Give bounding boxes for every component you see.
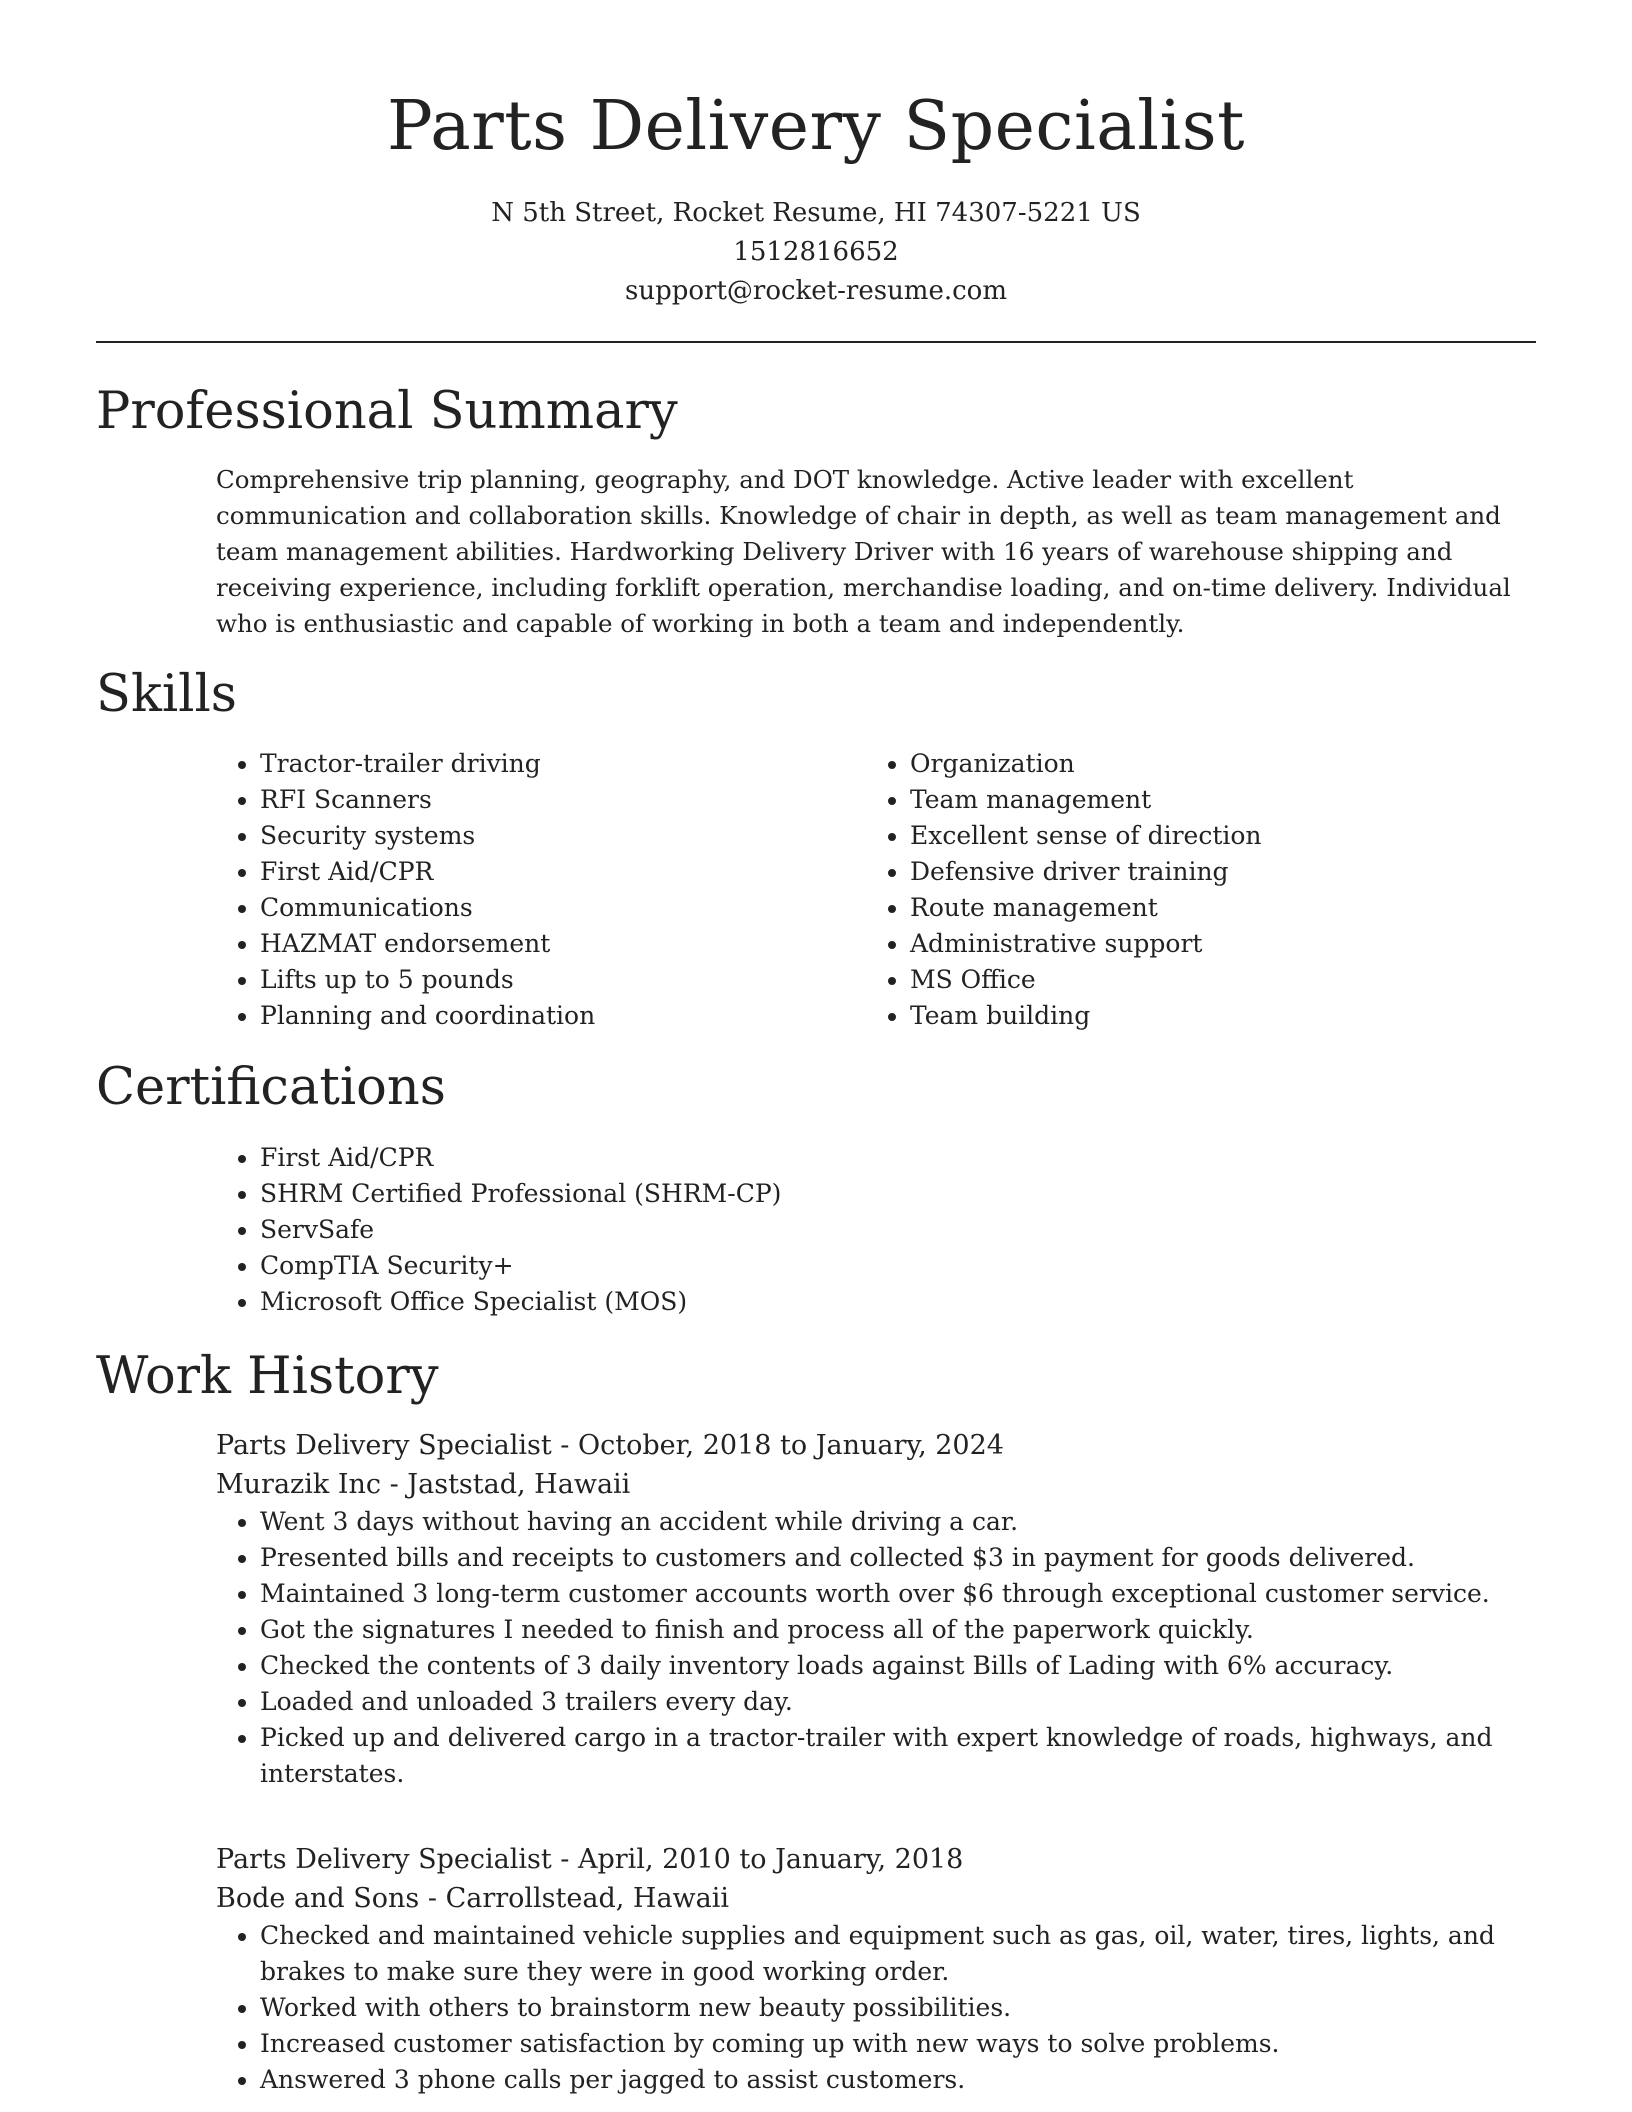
job-bullet: • Maintained 3 long-term customer accounts worth over $6 through exceptional customer service. bbox=[260, 1576, 1536, 1612]
skills-heading: Skills bbox=[96, 665, 237, 724]
email-address: support@rocket-resume.com bbox=[624, 276, 1007, 306]
skills-list-right bbox=[866, 746, 1262, 1034]
skills-column-right bbox=[866, 746, 1262, 1034]
job-bullet: • Increased customer satisfaction by coming up with new ways to solve problems. bbox=[260, 2026, 1536, 2062]
job-bullet: • Checked and maintained vehicle supplies and equipment such as gas, oil, water, tires, lights, and brakes to make sure they were in good working order. bbox=[260, 1918, 1536, 1990]
skill-item: • Tractor-trailer driving bbox=[260, 746, 595, 782]
certification-item: • First Aid/CPR bbox=[260, 1140, 781, 1176]
job-bullet: • Loaded and unloaded 3 trailers every day. bbox=[260, 1684, 1536, 1720]
job-bullet: • Got the signatures I needed to finish and process all of the paperwork quickly. bbox=[260, 1612, 1536, 1648]
skill-item: • Excellent sense of direction bbox=[910, 818, 1262, 854]
skill-item: • HAZMAT endorsement bbox=[260, 926, 595, 962]
job-bullet: • Answered 3 phone calls per jagged to assist customers. bbox=[260, 2062, 1536, 2098]
skill-item: • Team management bbox=[910, 782, 1262, 818]
skill-item: • Lifts up to 5 pounds bbox=[260, 962, 595, 998]
skill-item: • Route management bbox=[910, 890, 1262, 926]
certifications-block bbox=[216, 1140, 781, 1320]
summary-text: Comprehensive trip planning, geography, and DOT knowledge. Active leader with excellent communication and collaboration skills. Knowledge of chair in depth, as well as team management and team management abilities. Hardworking Delivery Driver with 16 years of warehouse shipping and receiving experience, including forklift operation, merchandise loading, and on-time delivery. Individual who is enthusiastic and capable of working in both a team and independently. bbox=[216, 465, 1511, 638]
address: N 5th Street, Rocket Resume, HI 74307-5221 US bbox=[491, 198, 1141, 228]
job-title-dates: Parts Delivery Specialist - April, 2010 to January, 2018 bbox=[216, 1844, 964, 1875]
work-history-heading: Work History bbox=[96, 1347, 439, 1406]
skill-item: • Defensive driver training bbox=[910, 854, 1262, 890]
skill-item: • Communications bbox=[260, 890, 595, 926]
skill-item: • Planning and coordination bbox=[260, 998, 595, 1034]
skill-item: • Team building bbox=[910, 998, 1262, 1034]
skill-item: • MS Office bbox=[910, 962, 1262, 998]
skill-item: • Administrative support bbox=[910, 926, 1262, 962]
candidate-name: Parts Delivery Specialist bbox=[387, 87, 1245, 166]
job-bullet: • Checked the contents of 3 daily inventory loads against Bills of Lading with 6% accuracy. bbox=[260, 1648, 1536, 1684]
certification-item: • SHRM Certified Professional (SHRM-CP) bbox=[260, 1176, 781, 1212]
job-entry bbox=[216, 1426, 1536, 1792]
job-bullet: • Presented bills and receipts to customers and collected $3 in payment for goods delivered. bbox=[260, 1540, 1536, 1576]
certification-item: • ServSafe bbox=[260, 1212, 781, 1248]
job-company-location: Murazik Inc - Jaststad, Hawaii bbox=[216, 1469, 631, 1500]
certification-item: • CompTIA Security+ bbox=[260, 1248, 781, 1284]
job-bullet: • Went 3 days without having an accident while driving a car. bbox=[260, 1504, 1536, 1540]
contact-info bbox=[0, 194, 1632, 311]
phone-number: 1512816652 bbox=[733, 237, 899, 267]
skill-item: • First Aid/CPR bbox=[260, 854, 595, 890]
resume-header bbox=[0, 0, 1632, 311]
job-entry bbox=[216, 1840, 1536, 2098]
job-bullet: • Picked up and delivered cargo in a tractor-trailer with expert knowledge of roads, highways, and interstates. bbox=[260, 1720, 1536, 1792]
job-company-location: Bode and Sons - Carrollstead, Hawaii bbox=[216, 1883, 730, 1914]
job-responsibilities bbox=[216, 1504, 1536, 1792]
skills-list-left bbox=[216, 746, 595, 1034]
skill-item: • RFI Scanners bbox=[260, 782, 595, 818]
skill-item: • Organization bbox=[910, 746, 1262, 782]
skills-column-left bbox=[216, 746, 595, 1034]
certifications-list bbox=[216, 1140, 781, 1320]
header-divider bbox=[96, 341, 1536, 343]
job-bullet: • Worked with others to brainstorm new beauty possibilities. bbox=[260, 1990, 1536, 2026]
skill-item: • Security systems bbox=[260, 818, 595, 854]
summary-heading: Professional Summary bbox=[96, 382, 678, 441]
job-title-dates: Parts Delivery Specialist - October, 2018 to January, 2024 bbox=[216, 1430, 1004, 1461]
job-responsibilities bbox=[216, 1918, 1536, 2098]
certifications-heading: Certifications bbox=[96, 1058, 446, 1117]
certification-item: • Microsoft Office Specialist (MOS) bbox=[260, 1284, 781, 1320]
